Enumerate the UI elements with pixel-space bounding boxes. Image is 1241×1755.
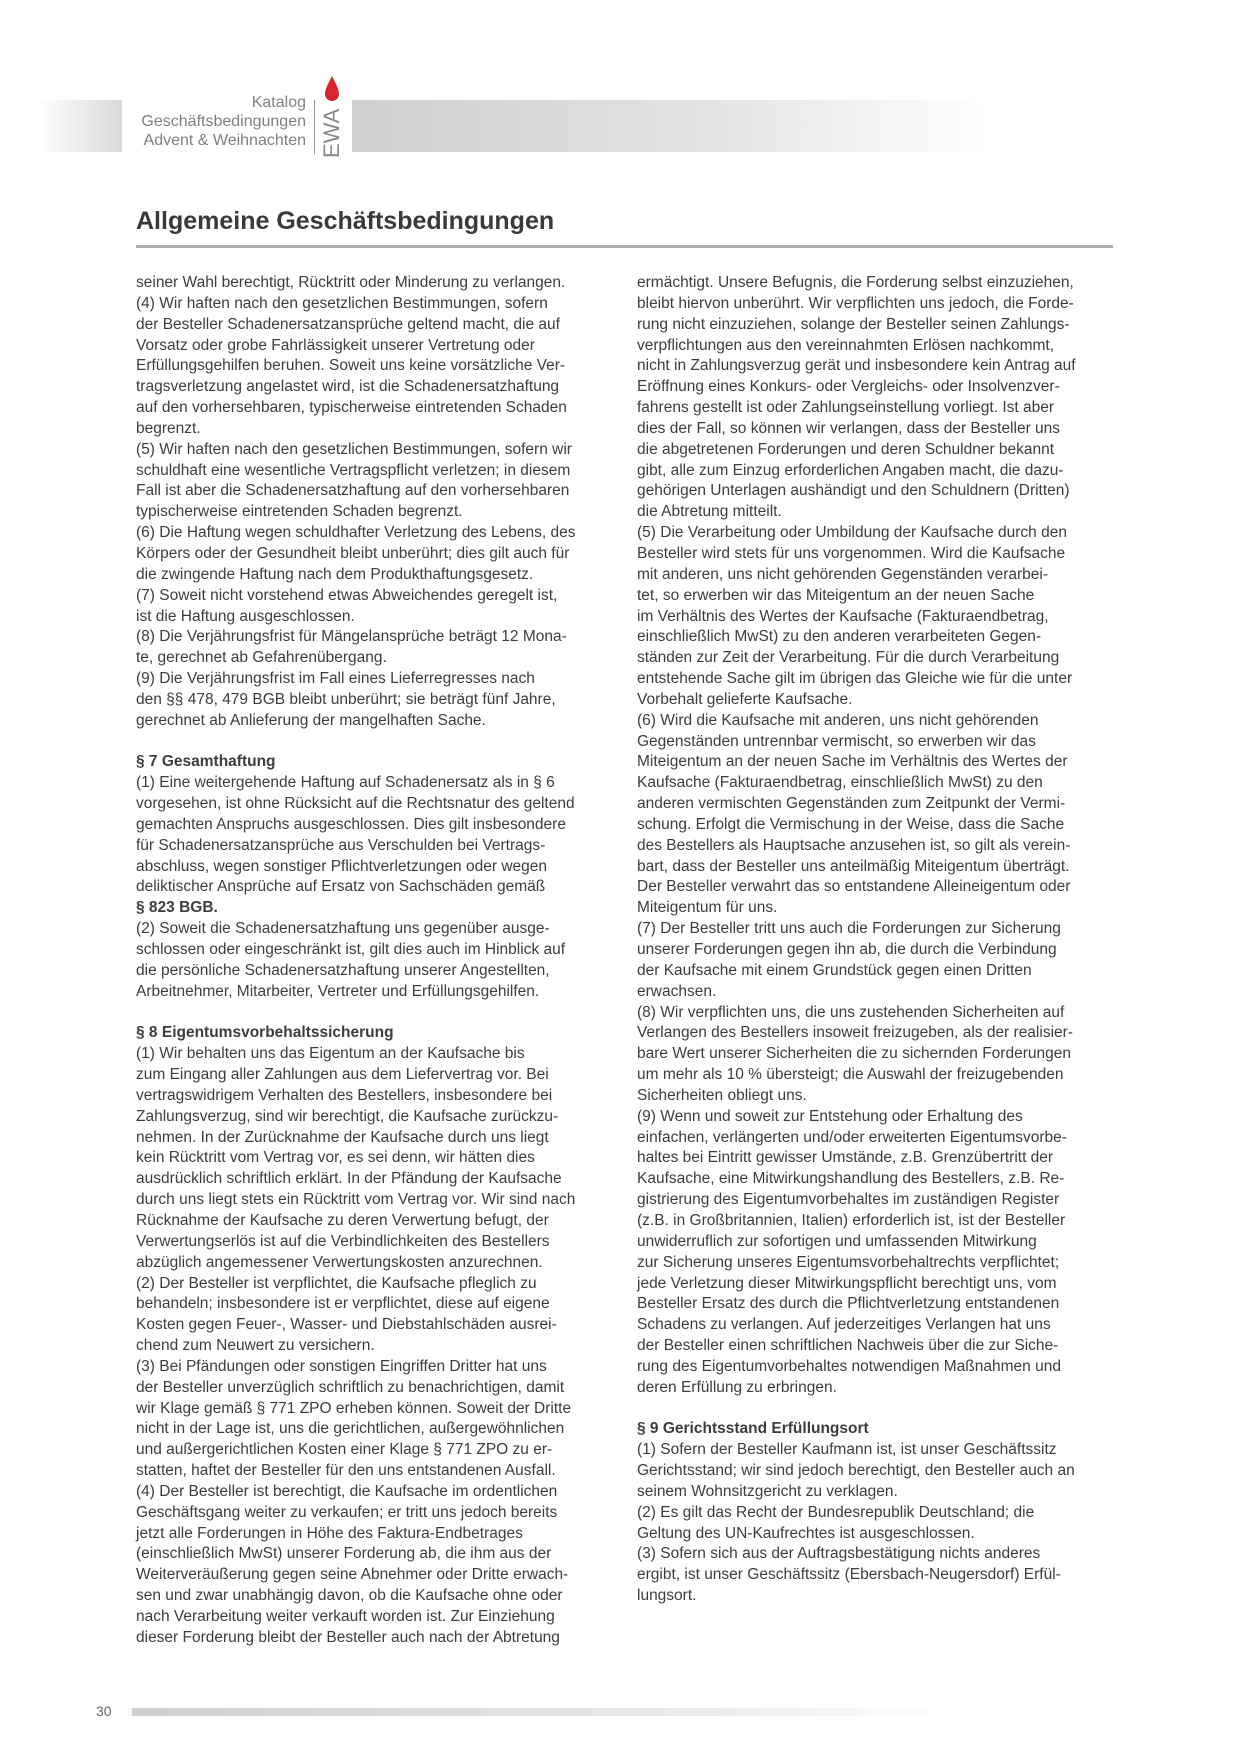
text-line: Kaufsache, eine Mitwirkungshandlung des Bestellers, z.B. Re- [637,1170,1065,1188]
text-line: behandeln; insbesondere ist er verpflichtet, diese auf eigene [136,1295,550,1313]
text-line: statten, haftet der Besteller für den uns entstandenen Ausfall. [136,1462,556,1480]
text-line: (1) Eine weitergehende Haftung auf Schadenersatz als in § 6 [136,774,555,792]
text-line: des Bestellers als Hauptsache anzusehen ist, so gilt als verein- [637,836,1071,854]
text-line: Erfüllungsgehilfen beruhen. Soweit uns keine vorsätzliche Ver- [136,357,566,375]
text-line: seinem Wohnsitzgericht zu verklagen. [637,1482,898,1500]
text-line: (7) Soweit nicht vorstehend etwas Abweichendes geregelt ist, [136,586,558,604]
text-line: bleibt hiervon unberührt. Wir verpflichten uns jedoch, die Forde- [637,294,1074,312]
text-line: Rücknahme der Kaufsache zu deren Verwertung befugt, der [136,1211,549,1229]
text-line: erwachsen. [637,982,717,1000]
text-line: wir Klage gemäß § 771 ZPO erheben können. Soweit der Dritte [136,1399,572,1417]
section-heading: § 9 Gerichtsstand Erfüllungsort [637,1420,869,1438]
text-line: Miteigentum an der neuen Sache im Verhältnis des Wertes der [637,753,1068,771]
text-line: der Kaufsache mit einem Grundstück gegen einen Dritten [637,961,1032,979]
text-line: den §§ 478, 479 BGB bleibt unberührt; sie beträgt fünf Jahre, [136,690,556,708]
text-line: Miteigentum für uns. [637,899,778,917]
text-line: (2) Der Besteller ist verpflichtet, die Kaufsache pfleglich zu [136,1274,537,1292]
text-line: Verlangen des Bestellers insoweit freizugeben, als der realisier- [637,1024,1073,1042]
text-line: und außergerichtlichen Kosten einer Klage § 771 ZPO zu er- [136,1441,553,1459]
text-line: Geschäftsgang weiter zu verkaufen; er tritt uns jedoch bereits [136,1503,558,1521]
text-line: (einschließlich MwSt) unserer Forderung ab, die ihm aus der [136,1545,552,1563]
text-line: schung. Erfolgt die Vermischung in der Weise, dass die Sache [637,815,1065,833]
text-line: (8) Die Verjährungsfrist für Mängelansprüche beträgt 12 Mona- [136,628,567,646]
text-line: te, gerechnet ab Gefahrenübergang. [136,649,387,667]
text-line: einschließlich MwSt) zu den anderen verarbeiteten Gegen- [637,628,1042,646]
ewa-logo [316,74,348,164]
text-line: dies der Fall, so können wir verlangen, dass der Besteller uns [637,419,1061,437]
header-line-1: Katalog [251,94,306,111]
section-heading: § 823 BGB. [136,899,218,917]
paragraph-spacer [136,732,622,753]
text-line: nicht in Zahlungsverzug gerät und insbesondere kein Antrag auf [637,357,1076,375]
text-line: rung nicht einzuziehen, solange der Besteller seinen Zahlungs- [637,315,1070,333]
text-line: Vorsatz oder grobe Fahrlässigkeit unserer Vertretung oder [136,336,535,354]
footer-bar [132,1708,952,1716]
text-line: (9) Wenn und soweit zur Entstehung oder Erhaltung des [637,1107,1023,1125]
page-number: 30 [96,1703,112,1719]
text-line: chend zum Neuwert zu versichern. [136,1337,375,1355]
text-line: (6) Die Haftung wegen schuldhafter Verletzung des Lebens, des [136,524,576,542]
text-line: unwiderruflich zur sofortigen und umfassenden Mitwirkung [637,1232,1037,1250]
header-band-left [38,100,122,152]
text-line: tet, so erwerben wir das Miteigentum an der neuen Sache [637,586,1035,604]
text-line: (3) Sofern sich aus der Auftragsbestätigung nichts anderes [637,1545,1041,1563]
text-line: jede Verletzung dieser Mitwirkungspflicht berechtigt uns, vom [637,1274,1057,1292]
text-line: der Besteller einen schriftlichen Nachweis über die zur Siche- [637,1337,1059,1355]
text-line: Weiterveräußerung gegen seine Abnehmer oder Dritte erwach- [136,1566,569,1584]
text-line: (2) Es gilt das Recht der Bundesrepublik Deutschland; die [637,1503,1035,1521]
text-line: für Schadenersatzansprüche aus Verschulden bei Vertrags- [136,836,546,854]
text-line: zur Sicherung unseres Eigentumsvorbehaltrechts verpflichtet; [637,1253,1060,1271]
text-line: Besteller wird stets für uns vorgenommen. Wird die Kaufsache [637,544,1066,562]
text-line: bare Wert unserer Sicherheiten die zu sichernden Forderungen [637,1045,1071,1063]
text-line: gistrierung des Eigentumvorbehaltes im zuständigen Register [637,1191,1060,1209]
text-line: Vorbehalt gelieferte Kaufsache. [637,690,853,708]
header-band-right [352,100,992,152]
text-line: schuldhaft eine wesentliche Vertragspflicht verletzen; in diesem [136,461,571,479]
text-line: schlossen oder eingeschränkt ist, gilt dies auch im Hinblick auf [136,941,566,958]
text-line: durch uns liegt stets ein Rücktritt vom Vertrag vor. Wir sind nach [136,1191,576,1209]
text-line: (9) Die Verjährungsfrist im Fall eines Lieferregresses nach [136,670,535,688]
header-line-2: Geschäftsbedingungen [141,113,306,130]
left-column [136,273,622,1649]
right-column [637,273,1115,1607]
text-line: die persönliche Schadenersatzhaftung unserer Angestellten, [136,961,550,979]
logo-text: EWA [319,108,344,158]
text-line: ergibt, ist unser Geschäftssitz (Ebersbach-Neugersdorf) Erfül- [637,1566,1061,1584]
drop-icon [325,76,339,101]
text-line: (4) Der Besteller ist berechtigt, die Kaufsache im ordentlichen [136,1482,558,1500]
text-line: lungsort. [637,1587,697,1605]
text-line: Körpers oder der Gesundheit bleibt unberührt; dies gilt auch für [136,544,570,562]
text-line: (5) Die Verarbeitung oder Umbildung der Kaufsache durch den [637,524,1067,542]
text-line: dieser Forderung bleibt der Besteller auch nach der Abtretung [136,1628,560,1646]
text-line: vorgesehen, ist ohne Rücksicht auf die Rechtsnatur des geltend [136,795,575,813]
text-line: Arbeitnehmer, Mitarbeiter, Vertreter und Erfüllungsgehilfen. [136,982,540,1000]
text-line: Kosten gegen Feuer-, Wasser- und Diebstahlschäden ausrei- [136,1316,557,1334]
text-line: um mehr als 10 % übersteigt; die Auswahl der freizugebenden [637,1066,1064,1084]
text-line: rung des Eigentumvorbehaltes notwendigen Maßnahmen und [637,1357,1061,1375]
text-line: gerechnet ab Anlieferung der mangelhaften Sache. [136,711,486,729]
text-line: sen und zwar unabhängig davon, ob die Kaufsache ohne oder [136,1587,563,1605]
text-line: gibt, alle zum Einzug erforderlichen Angaben macht, die dazu- [637,461,1064,479]
text-line: ausdrücklich schriftlich erklärt. In der Pfändung der Kaufsache [136,1170,562,1188]
text-line: abschluss, wegen sonstiger Pflichtverletzungen oder wegen [136,857,547,875]
text-line: die Abtretung mitteilt. [637,503,782,521]
text-line: Fall ist aber die Schadenersatzhaftung auf den vorhersehbaren [136,482,570,500]
text-line: die zwingende Haftung nach dem Produkthaftungsgesetz. [136,565,534,583]
text-line: nehmen. In der Zurücknahme der Kaufsache durch uns liegt [136,1128,549,1146]
text-line: Der Besteller verwahrt das so entstandene Alleineigentum oder [637,878,1071,896]
text-line: nach Verarbeitung weiter verkauft worden ist. Zur Einziehung [136,1608,555,1625]
text-line: (8) Wir verpflichten uns, die uns zustehenden Sicherheiten auf [637,1003,1065,1021]
text-line: deren Erfüllung zu erbringen. [637,1378,837,1396]
text-line: Schadens zu verlangen. Auf jederzeitiges Verlangen hat uns [637,1316,1051,1334]
text-line: gemachten Anspruchs ausgeschlossen. Dies gilt insbesondere [136,815,566,833]
text-line: ermächtigt. Unsere Befugnis, die Forderung selbst einzuziehen, [637,274,1074,291]
title-underline [136,245,1113,248]
text-line: kein Rücktritt vom Vertrag vor, es sei denn, wir hätten dies [136,1149,535,1167]
text-line: deliktischer Ansprüche auf Ersatz von Sachschäden gemäß [136,878,546,896]
paragraph-spacer [136,1003,622,1024]
text-line: seiner Wahl berechtigt, Rücktritt oder Minderung zu verlangen. [136,274,566,291]
text-line: zum Eingang aller Zahlungen aus dem Liefervertrag vor. Bei [136,1066,549,1084]
text-line: Eröffnung eines Konkurs- oder Vergleichs- oder Insolvenzver- [637,378,1060,396]
text-line: die abgetretenen Forderungen und deren Schuldner bekannt [637,440,1055,458]
page-title: Allgemeine Geschäftsbedingungen [136,207,555,235]
text-line: abzüglich angemessener Verwertungskosten anzurechnen. [136,1253,543,1271]
text-line: der Besteller Schadenersatzansprüche geltend macht, die auf [136,315,560,333]
text-line: (5) Wir haften nach den gesetzlichen Bestimmungen, sofern wir [136,440,572,458]
text-line: Geltung des UN-Kaufrechtes ist ausgeschlossen. [637,1524,975,1542]
text-line: (1) Wir behalten uns das Eigentum an der Kaufsache bis [136,1045,525,1063]
text-line: (2) Soweit die Schadenersatzhaftung uns gegenüber ausge- [136,920,550,938]
text-line: begrenzt. [136,419,201,437]
section-heading: § 7 Gesamthaftung [136,753,276,771]
header-catalog-text [122,93,306,150]
text-line: vertragswidrigem Verhalten des Bestellers, insbesondere bei [136,1086,553,1104]
text-line: (1) Sofern der Besteller Kaufmann ist, ist unser Geschäftssitz [637,1441,1057,1459]
text-line: ständen zur Zeit der Verarbeitung. Für die durch Verarbeitung [637,649,1060,667]
paragraph-spacer [637,1399,1115,1420]
text-line: der Besteller unverzüglich schriftlich zu benachrichtigen, damit [136,1378,565,1396]
text-line: (6) Wird die Kaufsache mit anderen, uns nicht gehörenden [637,711,1039,729]
text-line: anderen vermischten Gegenständen zum Zeitpunkt der Vermi- [637,795,1066,813]
text-line: gehörigen Unterlagen aushändigt und den Schuldnern (Dritten) [637,482,1070,500]
text-line: im Verhältnis des Wertes der Kaufsache (Fakturaendbetrag, [637,607,1049,625]
text-line: (4) Wir haften nach den gesetzlichen Bestimmungen, sofern [136,294,548,312]
text-line: (z.B. in Großbritannien, Italien) erforderlich ist, ist der Besteller [637,1211,1066,1229]
section-heading: § 8 Eigentumsvorbehaltssicherung [136,1024,394,1042]
text-line: jetzt alle Forderungen in Höhe des Faktura-Endbetrages [136,1524,523,1542]
text-line: (7) Der Besteller tritt uns auch die Forderungen zur Sicherung [637,920,1061,938]
text-line: typischerweise eintretenden Schaden begrenzt. [136,503,463,521]
text-line: mit anderen, uns nicht gehörenden Gegenständen verarbei- [637,565,1049,583]
text-line: Zahlungsverzug, sind wir berechtigt, die Kaufsache zurückzu- [136,1107,559,1125]
text-line: Gerichtsstand; wir sind jedoch berechtigt, den Besteller auch an [637,1462,1075,1480]
header-separator [314,100,315,154]
text-line: ist die Haftung ausgeschlossen. [136,607,355,625]
text-line: auf den vorhersehbaren, typischerweise eintretenden Schaden [136,399,567,417]
text-line: nicht in der Lage ist, uns die gerichtlichen, außergewöhnlichen [136,1420,565,1438]
text-line: bart, dass der Besteller uns anteilmäßig Miteigentum überträgt. [637,857,1070,875]
text-line: unserer Forderungen gegen ihn ab, die durch die Verbindung [637,941,1057,958]
text-line: verpflichtungen aus den vereinnahmten Erlösen nachkommt, [637,336,1055,354]
text-line: Besteller Ersatz des durch die Pflichtverletzung entstandenen [637,1295,1060,1313]
text-line: Gegenständen untrennbar vermischt, so erwerben wir das [637,732,1036,750]
text-line: haltes bei Eintritt gewisser Umstände, z.B. Grenzübertritt der [637,1149,1054,1167]
header-line-3: Advent & Weihnachten [143,132,306,149]
text-line: tragsverletzung angelastet wird, ist die Schadenersatzhaftung [136,378,560,396]
text-line: (3) Bei Pfändungen oder sonstigen Eingriffen Dritter hat uns [136,1357,547,1375]
text-line: entstehende Sache gilt im übrigen das Gleiche wie für die unter [637,670,1073,688]
text-line: Kaufsache (Fakturaendbetrag, einschließlich MwSt) zu den [637,774,1043,792]
text-line: fahrens gestellt ist oder Zahlungseinstellung vorliegt. Ist aber [637,399,1055,417]
text-line: Verwertungserlös ist auf die Verbindlichkeiten des Bestellers [136,1232,550,1250]
text-line: einfachen, verlängerten und/oder erweiterten Eigentumsvorbe- [637,1128,1067,1146]
text-line: Sicherheiten obliegt uns. [637,1086,807,1104]
